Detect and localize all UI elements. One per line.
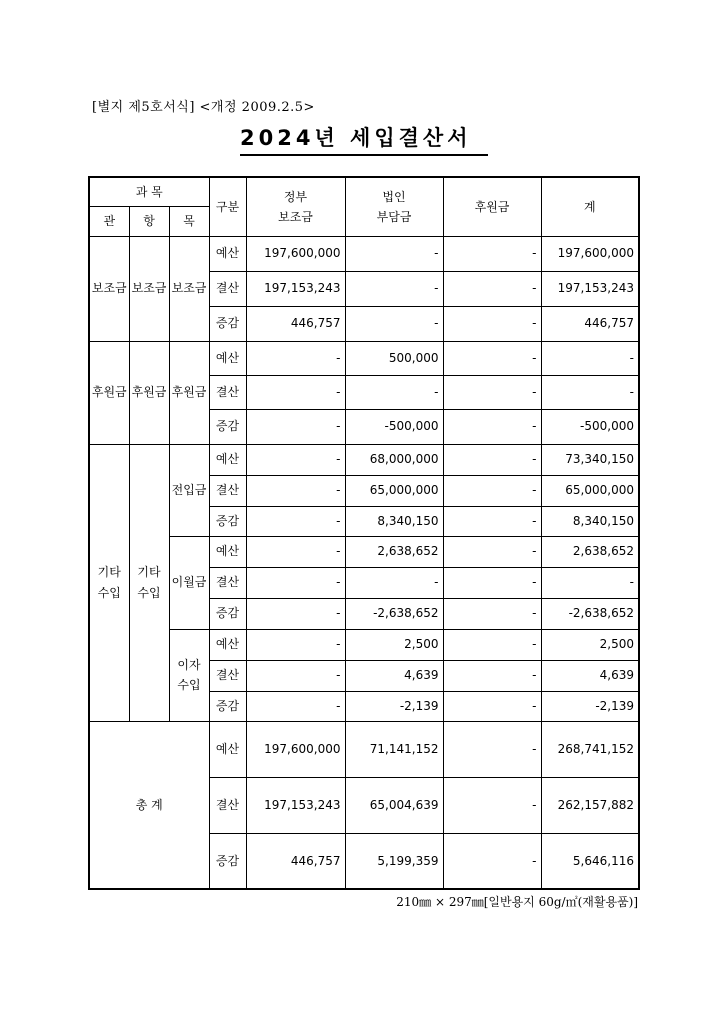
total-value: - bbox=[541, 375, 639, 409]
table-row bbox=[89, 444, 639, 475]
gov-value: 197,153,243 bbox=[246, 777, 345, 833]
donation-value: - bbox=[443, 536, 541, 567]
corp-value: 65,000,000 bbox=[345, 475, 443, 506]
donation-value: - bbox=[443, 409, 541, 444]
gov-value: - bbox=[246, 660, 345, 691]
donation-value: - bbox=[443, 660, 541, 691]
donation-value: - bbox=[443, 629, 541, 660]
corp-value: - bbox=[345, 271, 443, 306]
gov-value: 446,757 bbox=[246, 306, 345, 341]
gov-value: - bbox=[246, 444, 345, 475]
row-label: 결산 bbox=[209, 271, 246, 306]
row-label: 결산 bbox=[209, 777, 246, 833]
donation-value: - bbox=[443, 341, 541, 375]
donation-value: - bbox=[443, 691, 541, 721]
mok-line2: 수입 bbox=[177, 678, 201, 692]
gov-value: 197,600,000 bbox=[246, 236, 345, 271]
corp-value: 71,141,152 bbox=[345, 721, 443, 777]
document-title: 2024년 세입결산서 bbox=[240, 122, 488, 156]
row-label: 결산 bbox=[209, 375, 246, 409]
donation-value: - bbox=[443, 567, 541, 598]
gwan-cell bbox=[89, 444, 129, 721]
grand-total-label: 총 계 bbox=[89, 721, 209, 889]
corp-value: -2,139 bbox=[345, 691, 443, 721]
total-value: 446,757 bbox=[541, 306, 639, 341]
corp-value: - bbox=[345, 306, 443, 341]
gov-value: - bbox=[246, 409, 345, 444]
donation-value: - bbox=[443, 306, 541, 341]
donation-value: - bbox=[443, 271, 541, 306]
total-value: 8,340,150 bbox=[541, 506, 639, 536]
gwan-cell: 후원금 bbox=[89, 341, 129, 444]
row-label: 결산 bbox=[209, 475, 246, 506]
table-row bbox=[89, 536, 639, 567]
donation-value: - bbox=[443, 833, 541, 889]
gov-value: - bbox=[246, 341, 345, 375]
corp-value: - bbox=[345, 567, 443, 598]
total-value: 65,000,000 bbox=[541, 475, 639, 506]
hang-line2: 수입 bbox=[137, 585, 161, 600]
mok-cell: 보조금 bbox=[169, 236, 209, 341]
total-value: 262,157,882 bbox=[541, 777, 639, 833]
row-label: 증감 bbox=[209, 691, 246, 721]
row-label: 결산 bbox=[209, 660, 246, 691]
row-label: 예산 bbox=[209, 236, 246, 271]
total-value: 2,638,652 bbox=[541, 536, 639, 567]
gwan-line1: 기타 bbox=[97, 565, 121, 580]
gov-value: - bbox=[246, 598, 345, 629]
gov-value: - bbox=[246, 629, 345, 660]
category-header: 구분 bbox=[209, 177, 246, 236]
donation-value: - bbox=[443, 598, 541, 629]
corp-value: - bbox=[345, 375, 443, 409]
corp-value: -2,638,652 bbox=[345, 598, 443, 629]
hang-cell bbox=[129, 444, 169, 721]
gov-subsidy-header bbox=[246, 177, 345, 236]
table-row bbox=[89, 629, 639, 660]
row-label: 증감 bbox=[209, 506, 246, 536]
corp-value: 2,500 bbox=[345, 629, 443, 660]
mok-cell: 전입금 bbox=[169, 444, 209, 536]
donation-value: - bbox=[443, 375, 541, 409]
table-row bbox=[89, 236, 639, 271]
corp-value: -500,000 bbox=[345, 409, 443, 444]
total-value: - bbox=[541, 567, 639, 598]
corp-value: 2,638,652 bbox=[345, 536, 443, 567]
total-header: 계 bbox=[541, 177, 639, 236]
hang-line1: 기타 bbox=[137, 565, 161, 580]
total-value: -2,638,652 bbox=[541, 598, 639, 629]
hang-cell: 보조금 bbox=[129, 236, 169, 341]
corp-value: 68,000,000 bbox=[345, 444, 443, 475]
gov-header-line2: 보조금 bbox=[278, 209, 313, 224]
mok-cell: 후원금 bbox=[169, 341, 209, 444]
row-label: 예산 bbox=[209, 721, 246, 777]
mok-line1: 이자 bbox=[177, 657, 201, 672]
corp-value: 65,004,639 bbox=[345, 777, 443, 833]
donation-value: - bbox=[443, 777, 541, 833]
revenue-settlement-table bbox=[88, 176, 640, 890]
donation-value: - bbox=[443, 236, 541, 271]
row-label: 증감 bbox=[209, 833, 246, 889]
total-value: 4,639 bbox=[541, 660, 639, 691]
donation-value: - bbox=[443, 721, 541, 777]
total-value: -2,139 bbox=[541, 691, 639, 721]
row-label: 증감 bbox=[209, 598, 246, 629]
row-label: 증감 bbox=[209, 409, 246, 444]
gov-value: 197,600,000 bbox=[246, 721, 345, 777]
total-value: 2,500 bbox=[541, 629, 639, 660]
gov-value: - bbox=[246, 475, 345, 506]
gwan-line2: 수입 bbox=[97, 585, 121, 600]
gov-header-line1: 정부 bbox=[283, 189, 308, 204]
row-label: 결산 bbox=[209, 567, 246, 598]
mok-header: 목 bbox=[169, 206, 209, 236]
corp-contribution-header bbox=[345, 177, 443, 236]
gov-value: - bbox=[246, 375, 345, 409]
row-label: 예산 bbox=[209, 444, 246, 475]
row-label: 예산 bbox=[209, 629, 246, 660]
mok-cell bbox=[169, 629, 209, 721]
gov-value: 446,757 bbox=[246, 833, 345, 889]
subject-header: 과 목 bbox=[89, 177, 209, 206]
donation-value: - bbox=[443, 444, 541, 475]
paper-size-note: 210㎜ × 297㎜[일반용지 60g/㎡(재활용품)] bbox=[396, 895, 638, 909]
gov-value: - bbox=[246, 536, 345, 567]
table-row bbox=[89, 341, 639, 375]
corp-value: 5,199,359 bbox=[345, 833, 443, 889]
gov-value: - bbox=[246, 506, 345, 536]
total-value: - bbox=[541, 341, 639, 375]
corp-value: - bbox=[345, 236, 443, 271]
form-number-note: [별지 제5호서식] <개정 2009.2.5> bbox=[92, 100, 315, 115]
corp-value: 500,000 bbox=[345, 341, 443, 375]
table-row bbox=[89, 721, 639, 777]
gov-value: 197,153,243 bbox=[246, 271, 345, 306]
corp-header-line2: 부담금 bbox=[376, 209, 412, 224]
total-value: 268,741,152 bbox=[541, 721, 639, 777]
row-label: 예산 bbox=[209, 341, 246, 375]
row-label: 증감 bbox=[209, 306, 246, 341]
donation-header: 후원금 bbox=[443, 177, 541, 236]
total-value: -500,000 bbox=[541, 409, 639, 444]
gov-value: - bbox=[246, 691, 345, 721]
donation-value: - bbox=[443, 506, 541, 536]
hang-cell: 후원금 bbox=[129, 341, 169, 444]
hang-header: 항 bbox=[129, 206, 169, 236]
corp-value: 4,639 bbox=[345, 660, 443, 691]
donation-value: - bbox=[443, 475, 541, 506]
mok-cell: 이월금 bbox=[169, 536, 209, 629]
total-value: 5,646,116 bbox=[541, 833, 639, 889]
gwan-cell: 보조금 bbox=[89, 236, 129, 341]
total-value: 197,153,243 bbox=[541, 271, 639, 306]
row-label: 예산 bbox=[209, 536, 246, 567]
corp-value: 8,340,150 bbox=[345, 506, 443, 536]
gov-value: - bbox=[246, 567, 345, 598]
total-value: 73,340,150 bbox=[541, 444, 639, 475]
gwan-header: 관 bbox=[89, 206, 129, 236]
total-value: 197,600,000 bbox=[541, 236, 639, 271]
header-row bbox=[89, 177, 639, 206]
corp-header-line1: 법인 bbox=[382, 189, 406, 204]
